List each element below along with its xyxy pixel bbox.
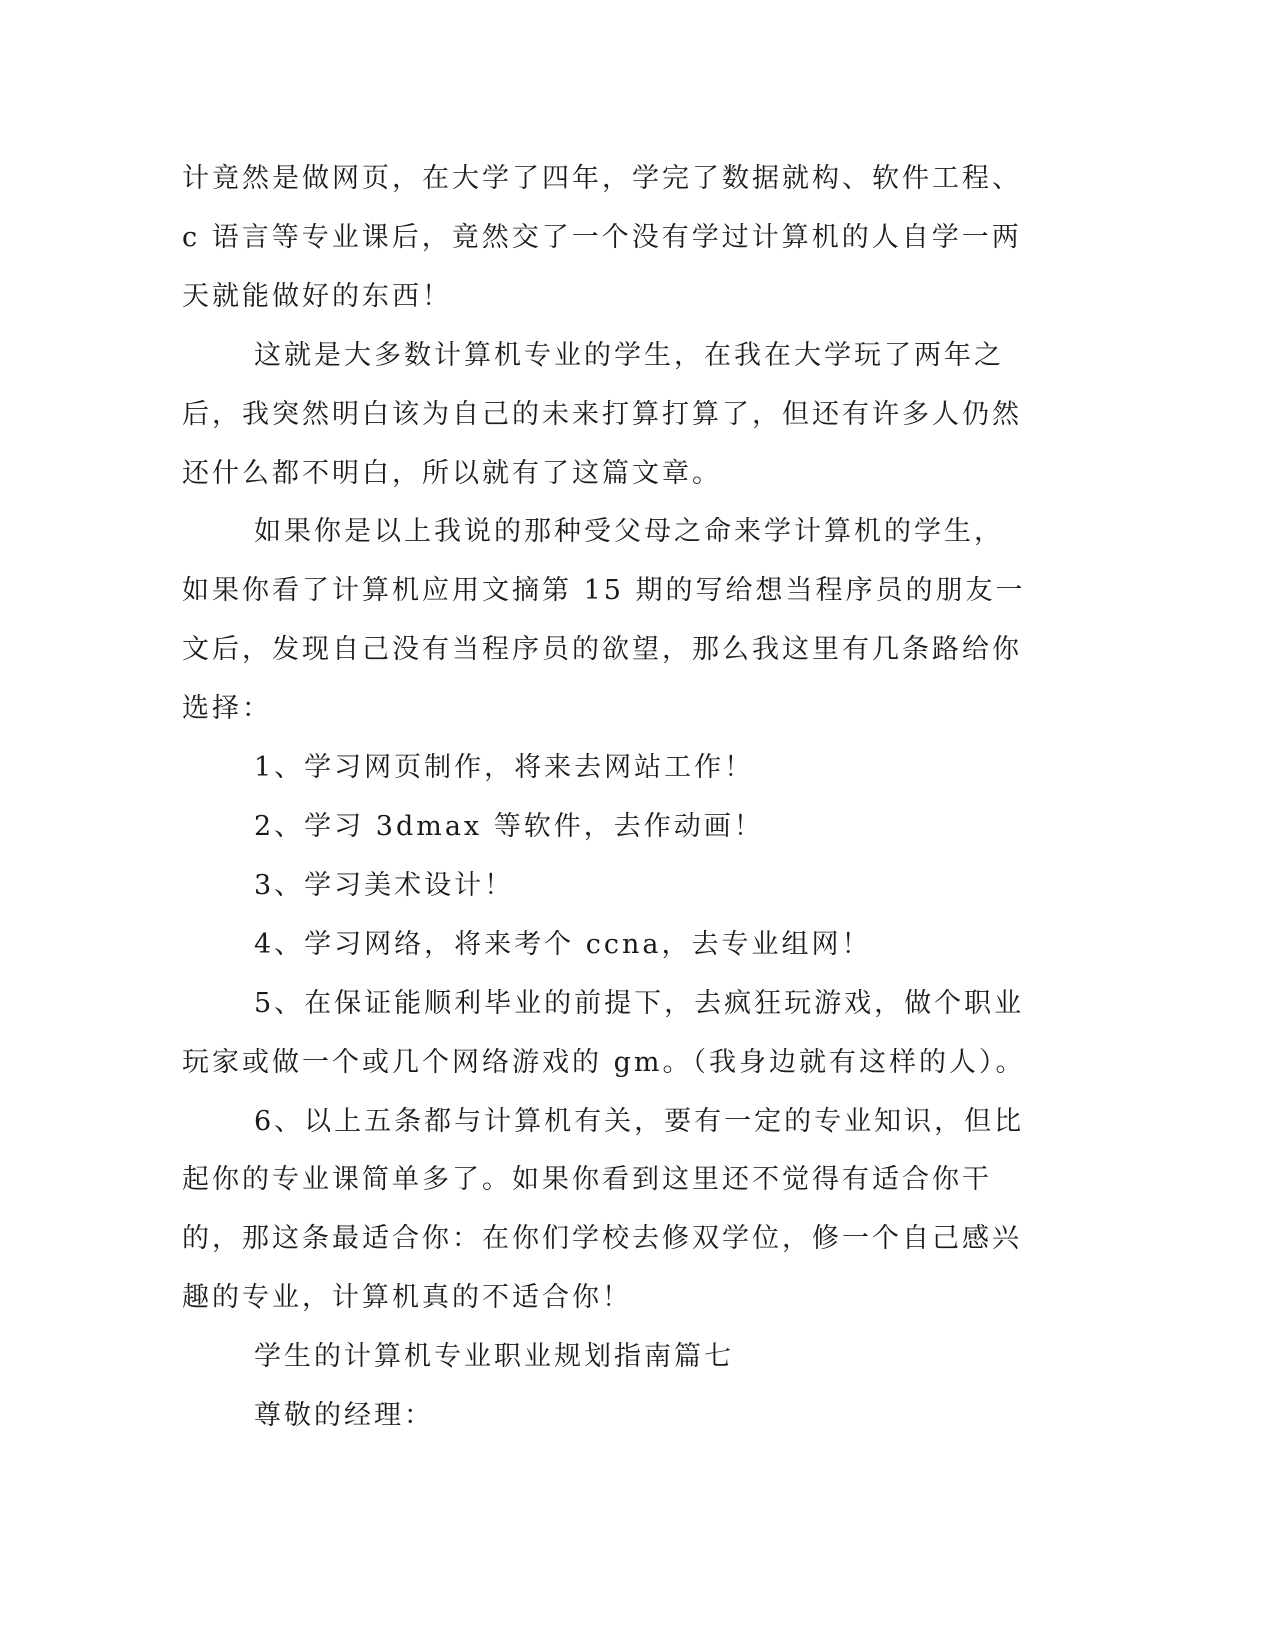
salutation: 尊敬的经理： [254,1400,434,1432]
list-item: 1、学习网页制作，将来去网站工作！ [254,752,755,784]
list-item: 4、学习网络，将来考个 ccna，去专业组网！ [254,928,872,960]
paragraph: 这就是大多数计算机专业的学生，在我在大学玩了两年之后，我突然明白该为自己的未来打算打算了，但还有许多人仍然还什么都不明白，所以就有了这篇文章。 [182,339,1022,489]
document-body [182,150,1032,1446]
paragraph: 如果你是以上我说的那种受父母之命来学计算机的学生，如果你看了计算机应用文摘第 15 期的写给想当程序员的朋友一文后，发现自己没有当程序员的欲望，那么我这里有几条路给你选择： [182,516,1026,725]
list-item: 5、在保证能顺利毕业的前提下，去疯狂玩游戏，做个职业玩家或做一个或几个网络游戏的 gm。（我身边就有这样的人）。 [182,987,1026,1078]
list-item: 6、以上五条都与计算机有关，要有一定的专业知识，但比起你的专业课简单多了。如果你看到这里还不觉得有适合你干的，那这条最适合你：在你们学校去修双学位，修一个自己感兴趣的专业，计算机真的不适合你！ [182,1105,1025,1314]
section-heading: 学生的计算机专业职业规划指南篇七 [254,1341,734,1373]
list-item: 2、学习 3dmax 等软件，去作动画！ [254,810,764,842]
list-item: 3、学习美术设计！ [254,869,515,901]
paragraph-continued: 计竟然是做网页，在大学了四年，学完了数据就构、软件工程、c 语言等专业课后，竟然交了一个没有学过计算机的人自学一两天就能做好的东西！ [182,163,1022,312]
